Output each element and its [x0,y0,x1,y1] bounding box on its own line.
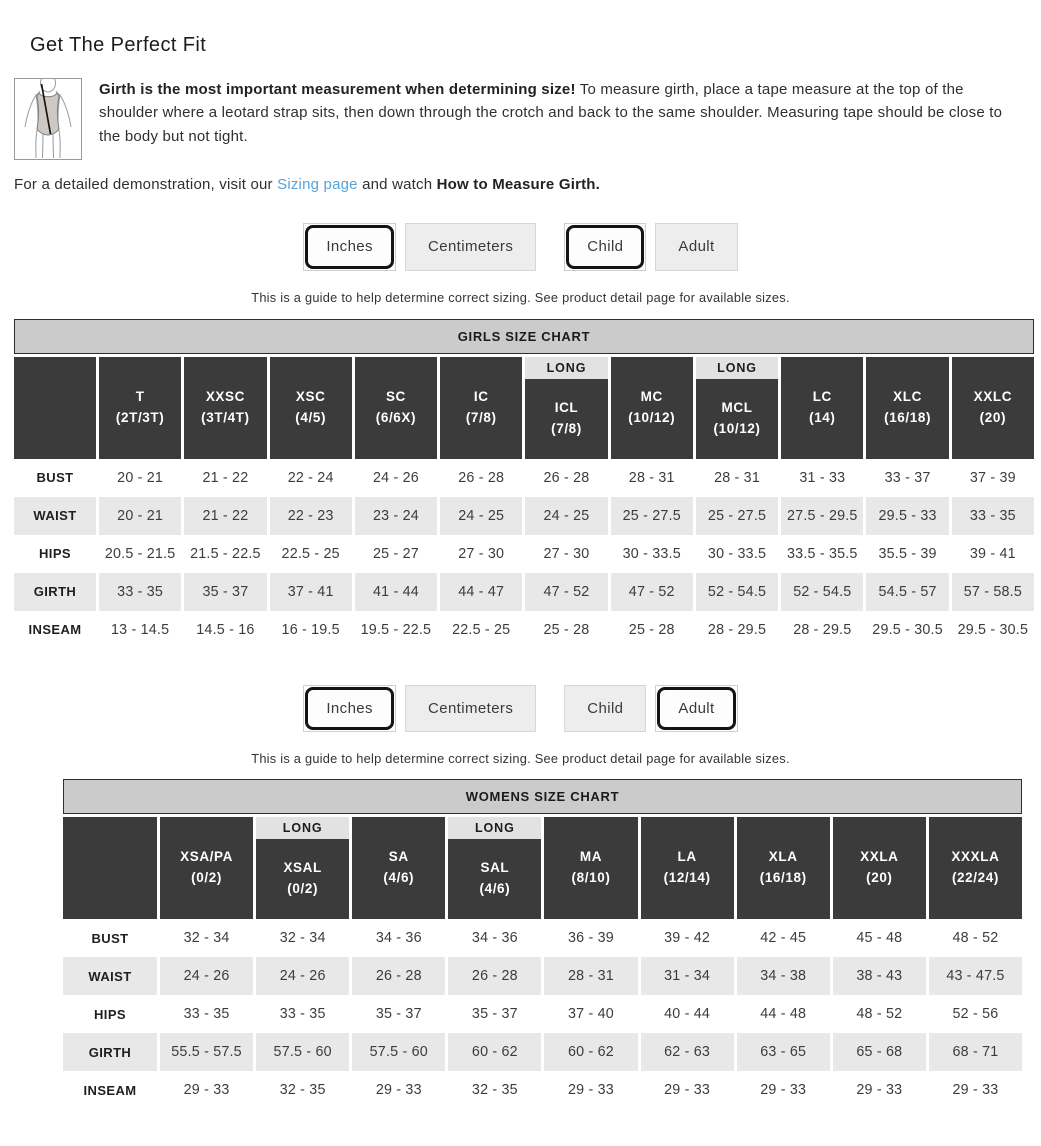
value-cell-bust-xxxla: 48 - 52 [929,919,1022,957]
value-cell-hips-lc: 33.5 - 35.5 [781,535,863,573]
value-cell-inseam-xsa-pa: 29 - 33 [160,1071,253,1109]
size-header-text: MA (8/10) [544,817,637,919]
value-cell-bust-xxlc: 37 - 39 [952,459,1034,497]
womens-size-table [63,779,1022,1109]
value-cell-hips-ic: 27 - 30 [440,535,522,573]
value-cell-waist-lc: 27.5 - 29.5 [781,497,863,535]
size-header-text: MC (10/12) [611,357,693,459]
value-cell-hips-la: 40 - 44 [641,995,734,1033]
column-header-t [99,357,181,459]
column-header-icl [525,357,607,459]
value-cell-hips-mcl: 30 - 33.5 [696,535,778,573]
age-button-adult[interactable]: Adult [655,685,737,733]
value-cell-hips-xxla: 48 - 52 [833,995,926,1033]
corner-cell [63,817,157,919]
row-label-girth: GIRTH [14,573,96,611]
long-band: LONG [448,817,541,839]
value-cell-hips-xxlc: 39 - 41 [952,535,1034,573]
value-cell-waist-icl: 24 - 25 [525,497,607,535]
value-cell-waist-xsc: 22 - 23 [270,497,352,535]
value-cell-bust-mcl: 28 - 31 [696,459,778,497]
sizing-page-link[interactable]: Sizing page [277,176,358,193]
long-band: LONG [256,817,349,839]
value-cell-hips-xlc: 35.5 - 39 [866,535,948,573]
age-button-child[interactable]: Child [564,223,646,271]
size-grid [63,817,1022,1109]
value-cell-hips-t: 20.5 - 21.5 [99,535,181,573]
column-header-la [641,817,734,919]
demo-middle: and watch [357,176,437,193]
column-header-xxsc [184,357,266,459]
value-cell-hips-icl: 27 - 30 [525,535,607,573]
column-header-mc [611,357,693,459]
age-button-adult[interactable]: Adult [655,223,737,271]
column-header-ic [440,357,522,459]
value-cell-inseam-sal: 32 - 35 [448,1071,541,1109]
size-header-text: MCL (10/12) [696,379,778,459]
intro-text [99,78,1027,148]
size-header-text: SC (6/6X) [355,357,437,459]
value-cell-bust-ma: 36 - 39 [544,919,637,957]
row-label-waist: WAIST [14,497,96,535]
value-cell-girth-xxlc: 57 - 58.5 [952,573,1034,611]
size-header-text: XXXLA (22/24) [929,817,1022,919]
column-header-xsa-pa [160,817,253,919]
girls-section [0,223,1041,649]
value-cell-bust-xxla: 45 - 48 [833,919,926,957]
value-cell-hips-sal: 35 - 37 [448,995,541,1033]
value-cell-hips-sc: 25 - 27 [355,535,437,573]
value-cell-hips-xxsc: 21.5 - 22.5 [184,535,266,573]
value-cell-bust-la: 39 - 42 [641,919,734,957]
size-header-text: ICL (7/8) [525,379,607,459]
page-title: Get The Perfect Fit [30,34,207,56]
column-header-xxlc [952,357,1034,459]
size-header-text: IC (7/8) [440,357,522,459]
row-label-bust: BUST [14,459,96,497]
unit-button-inches[interactable]: Inches [303,685,396,733]
value-cell-waist-sc: 23 - 24 [355,497,437,535]
value-cell-inseam-xsal: 32 - 35 [256,1071,349,1109]
value-cell-inseam-sc: 19.5 - 22.5 [355,611,437,649]
size-header-text: SA (4/6) [352,817,445,919]
value-cell-waist-t: 20 - 21 [99,497,181,535]
column-header-sc [355,357,437,459]
value-cell-waist-ma: 28 - 31 [544,957,637,995]
long-band: LONG [525,357,607,379]
size-guide-page [0,34,1041,1109]
value-cell-hips-xsal: 33 - 35 [256,995,349,1033]
value-cell-hips-xsc: 22.5 - 25 [270,535,352,573]
value-cell-inseam-ma: 29 - 33 [544,1071,637,1109]
intro-body-text: To measure girth, place a tape measure at the top of the shoulder where a leotard strap sits, then down through the crotch and back to the same shoulder. Measuring tape should be close to the body but not tight. [99,81,1003,145]
value-cell-inseam-lc: 28 - 29.5 [781,611,863,649]
value-cell-girth-sa: 57.5 - 60 [352,1033,445,1071]
value-cell-girth-xsal: 57.5 - 60 [256,1033,349,1071]
womens-section [0,685,1041,1110]
size-header-text: XXLA (20) [833,817,926,919]
unit-toggle-group [303,223,536,271]
value-cell-bust-xxsc: 21 - 22 [184,459,266,497]
value-cell-waist-sal: 26 - 28 [448,957,541,995]
value-cell-bust-xsa-pa: 32 - 34 [160,919,253,957]
demo-video-title: How to Measure Girth. [436,176,601,193]
size-header-text: XLC (16/18) [866,357,948,459]
value-cell-girth-mcl: 52 - 54.5 [696,573,778,611]
column-header-ma [544,817,637,919]
value-cell-bust-sal: 34 - 36 [448,919,541,957]
value-cell-bust-t: 20 - 21 [99,459,181,497]
value-cell-inseam-xla: 29 - 33 [737,1071,830,1109]
value-cell-hips-xxxla: 52 - 56 [929,995,1022,1033]
value-cell-waist-xxsc: 21 - 22 [184,497,266,535]
value-cell-inseam-xxsc: 14.5 - 16 [184,611,266,649]
size-grid [14,357,1034,649]
value-cell-bust-xsc: 22 - 24 [270,459,352,497]
girls-sizing-note: This is a guide to help determine correct sizing. See product detail page for available sizes. [251,289,790,305]
age-button-child[interactable]: Child [564,685,646,733]
row-label-hips: HIPS [63,995,157,1033]
value-cell-hips-xsa-pa: 33 - 35 [160,995,253,1033]
value-cell-waist-xsa-pa: 24 - 26 [160,957,253,995]
value-cell-bust-ic: 26 - 28 [440,459,522,497]
corner-cell [14,357,96,459]
value-cell-girth-xxla: 65 - 68 [833,1033,926,1071]
value-cell-waist-xsal: 24 - 26 [256,957,349,995]
column-header-xxxla [929,817,1022,919]
value-cell-girth-icl: 47 - 52 [525,573,607,611]
age-toggle-group [564,685,737,733]
size-header-text: T (2T/3T) [99,357,181,459]
unit-button-inches[interactable]: Inches [303,223,396,271]
row-label-bust: BUST [63,919,157,957]
column-header-xsal [256,817,349,919]
value-cell-bust-xlc: 33 - 37 [866,459,948,497]
value-cell-waist-xxla: 38 - 43 [833,957,926,995]
value-cell-inseam-sa: 29 - 33 [352,1071,445,1109]
value-cell-hips-mc: 30 - 33.5 [611,535,693,573]
column-header-xxla [833,817,926,919]
demo-line [14,176,1041,193]
value-cell-girth-sc: 41 - 44 [355,573,437,611]
value-cell-inseam-xsc: 16 - 19.5 [270,611,352,649]
womens-sizing-note: This is a guide to help determine correct sizing. See product detail page for available sizes. [251,751,790,766]
row-label-inseam: INSEAM [14,611,96,649]
value-cell-inseam-xlc: 29.5 - 30.5 [866,611,948,649]
value-cell-inseam-icl: 25 - 28 [525,611,607,649]
column-header-xlc [866,357,948,459]
value-cell-bust-xla: 42 - 45 [737,919,830,957]
size-header-text: XSC (4/5) [270,357,352,459]
value-cell-bust-xsal: 32 - 34 [256,919,349,957]
value-cell-inseam-mcl: 28 - 29.5 [696,611,778,649]
value-cell-girth-xla: 63 - 65 [737,1033,830,1071]
value-cell-bust-icl: 26 - 28 [525,459,607,497]
value-cell-waist-xla: 34 - 38 [737,957,830,995]
unit-button-centimeters[interactable]: Centimeters [405,223,536,271]
size-header-text: XSAL (0/2) [256,839,349,919]
girls-size-chart-title: GIRLS SIZE CHART [14,319,1034,354]
value-cell-inseam-la: 29 - 33 [641,1071,734,1109]
value-cell-inseam-ic: 22.5 - 25 [440,611,522,649]
value-cell-girth-xxxla: 68 - 71 [929,1033,1022,1071]
leotard-figure-icon [15,79,81,159]
value-cell-girth-mc: 47 - 52 [611,573,693,611]
womens-toggle-row [0,685,1041,733]
value-cell-waist-xlc: 29.5 - 33 [866,497,948,535]
size-header-text: XSA/PA (0/2) [160,817,253,919]
row-label-hips: HIPS [14,535,96,573]
value-cell-waist-sa: 26 - 28 [352,957,445,995]
row-label-waist: WAIST [63,957,157,995]
value-cell-girth-t: 33 - 35 [99,573,181,611]
column-header-xsc [270,357,352,459]
value-cell-inseam-t: 13 - 14.5 [99,611,181,649]
size-header-text: LC (14) [781,357,863,459]
value-cell-bust-lc: 31 - 33 [781,459,863,497]
value-cell-girth-sal: 60 - 62 [448,1033,541,1071]
intro-section [14,78,1027,160]
value-cell-inseam-xxlc: 29.5 - 30.5 [952,611,1034,649]
value-cell-girth-la: 62 - 63 [641,1033,734,1071]
value-cell-waist-ic: 24 - 25 [440,497,522,535]
value-cell-inseam-mc: 25 - 28 [611,611,693,649]
value-cell-inseam-xxla: 29 - 33 [833,1071,926,1109]
value-cell-bust-sc: 24 - 26 [355,459,437,497]
value-cell-hips-ma: 37 - 40 [544,995,637,1033]
column-header-xla [737,817,830,919]
value-cell-hips-sa: 35 - 37 [352,995,445,1033]
column-header-sa [352,817,445,919]
value-cell-bust-mc: 28 - 31 [611,459,693,497]
size-header-text: XXLC (20) [952,357,1034,459]
womens-size-chart-title: WOMENS SIZE CHART [63,779,1022,814]
value-cell-girth-xsa-pa: 55.5 - 57.5 [160,1033,253,1071]
age-toggle-group [564,223,737,271]
value-cell-waist-mc: 25 - 27.5 [611,497,693,535]
value-cell-hips-xla: 44 - 48 [737,995,830,1033]
intro-bold-lead: Girth is the most important measurement when determining size! [99,81,576,98]
value-cell-waist-xxlc: 33 - 35 [952,497,1034,535]
value-cell-waist-la: 31 - 34 [641,957,734,995]
size-header-text: LA (12/14) [641,817,734,919]
value-cell-waist-xxxla: 43 - 47.5 [929,957,1022,995]
long-band: LONG [696,357,778,379]
value-cell-girth-xlc: 54.5 - 57 [866,573,948,611]
girth-measurement-diagram [14,78,82,160]
unit-toggle-group [303,685,536,733]
row-label-girth: GIRTH [63,1033,157,1071]
column-header-mcl [696,357,778,459]
column-header-lc [781,357,863,459]
value-cell-bust-sa: 34 - 36 [352,919,445,957]
girls-toggle-row [0,223,1041,271]
demo-prefix: For a detailed demonstration, visit our [14,176,278,193]
column-header-sal [448,817,541,919]
value-cell-girth-ma: 60 - 62 [544,1033,637,1071]
size-header-text: XXSC (3T/4T) [184,357,266,459]
girls-size-table [14,319,1034,649]
value-cell-girth-lc: 52 - 54.5 [781,573,863,611]
value-cell-girth-ic: 44 - 47 [440,573,522,611]
size-header-text: XLA (16/18) [737,817,830,919]
size-header-text: SAL (4/6) [448,839,541,919]
value-cell-girth-xxsc: 35 - 37 [184,573,266,611]
value-cell-girth-xsc: 37 - 41 [270,573,352,611]
row-label-inseam: INSEAM [63,1071,157,1109]
unit-button-centimeters[interactable]: Centimeters [405,685,536,733]
value-cell-inseam-xxxla: 29 - 33 [929,1071,1022,1109]
value-cell-waist-mcl: 25 - 27.5 [696,497,778,535]
